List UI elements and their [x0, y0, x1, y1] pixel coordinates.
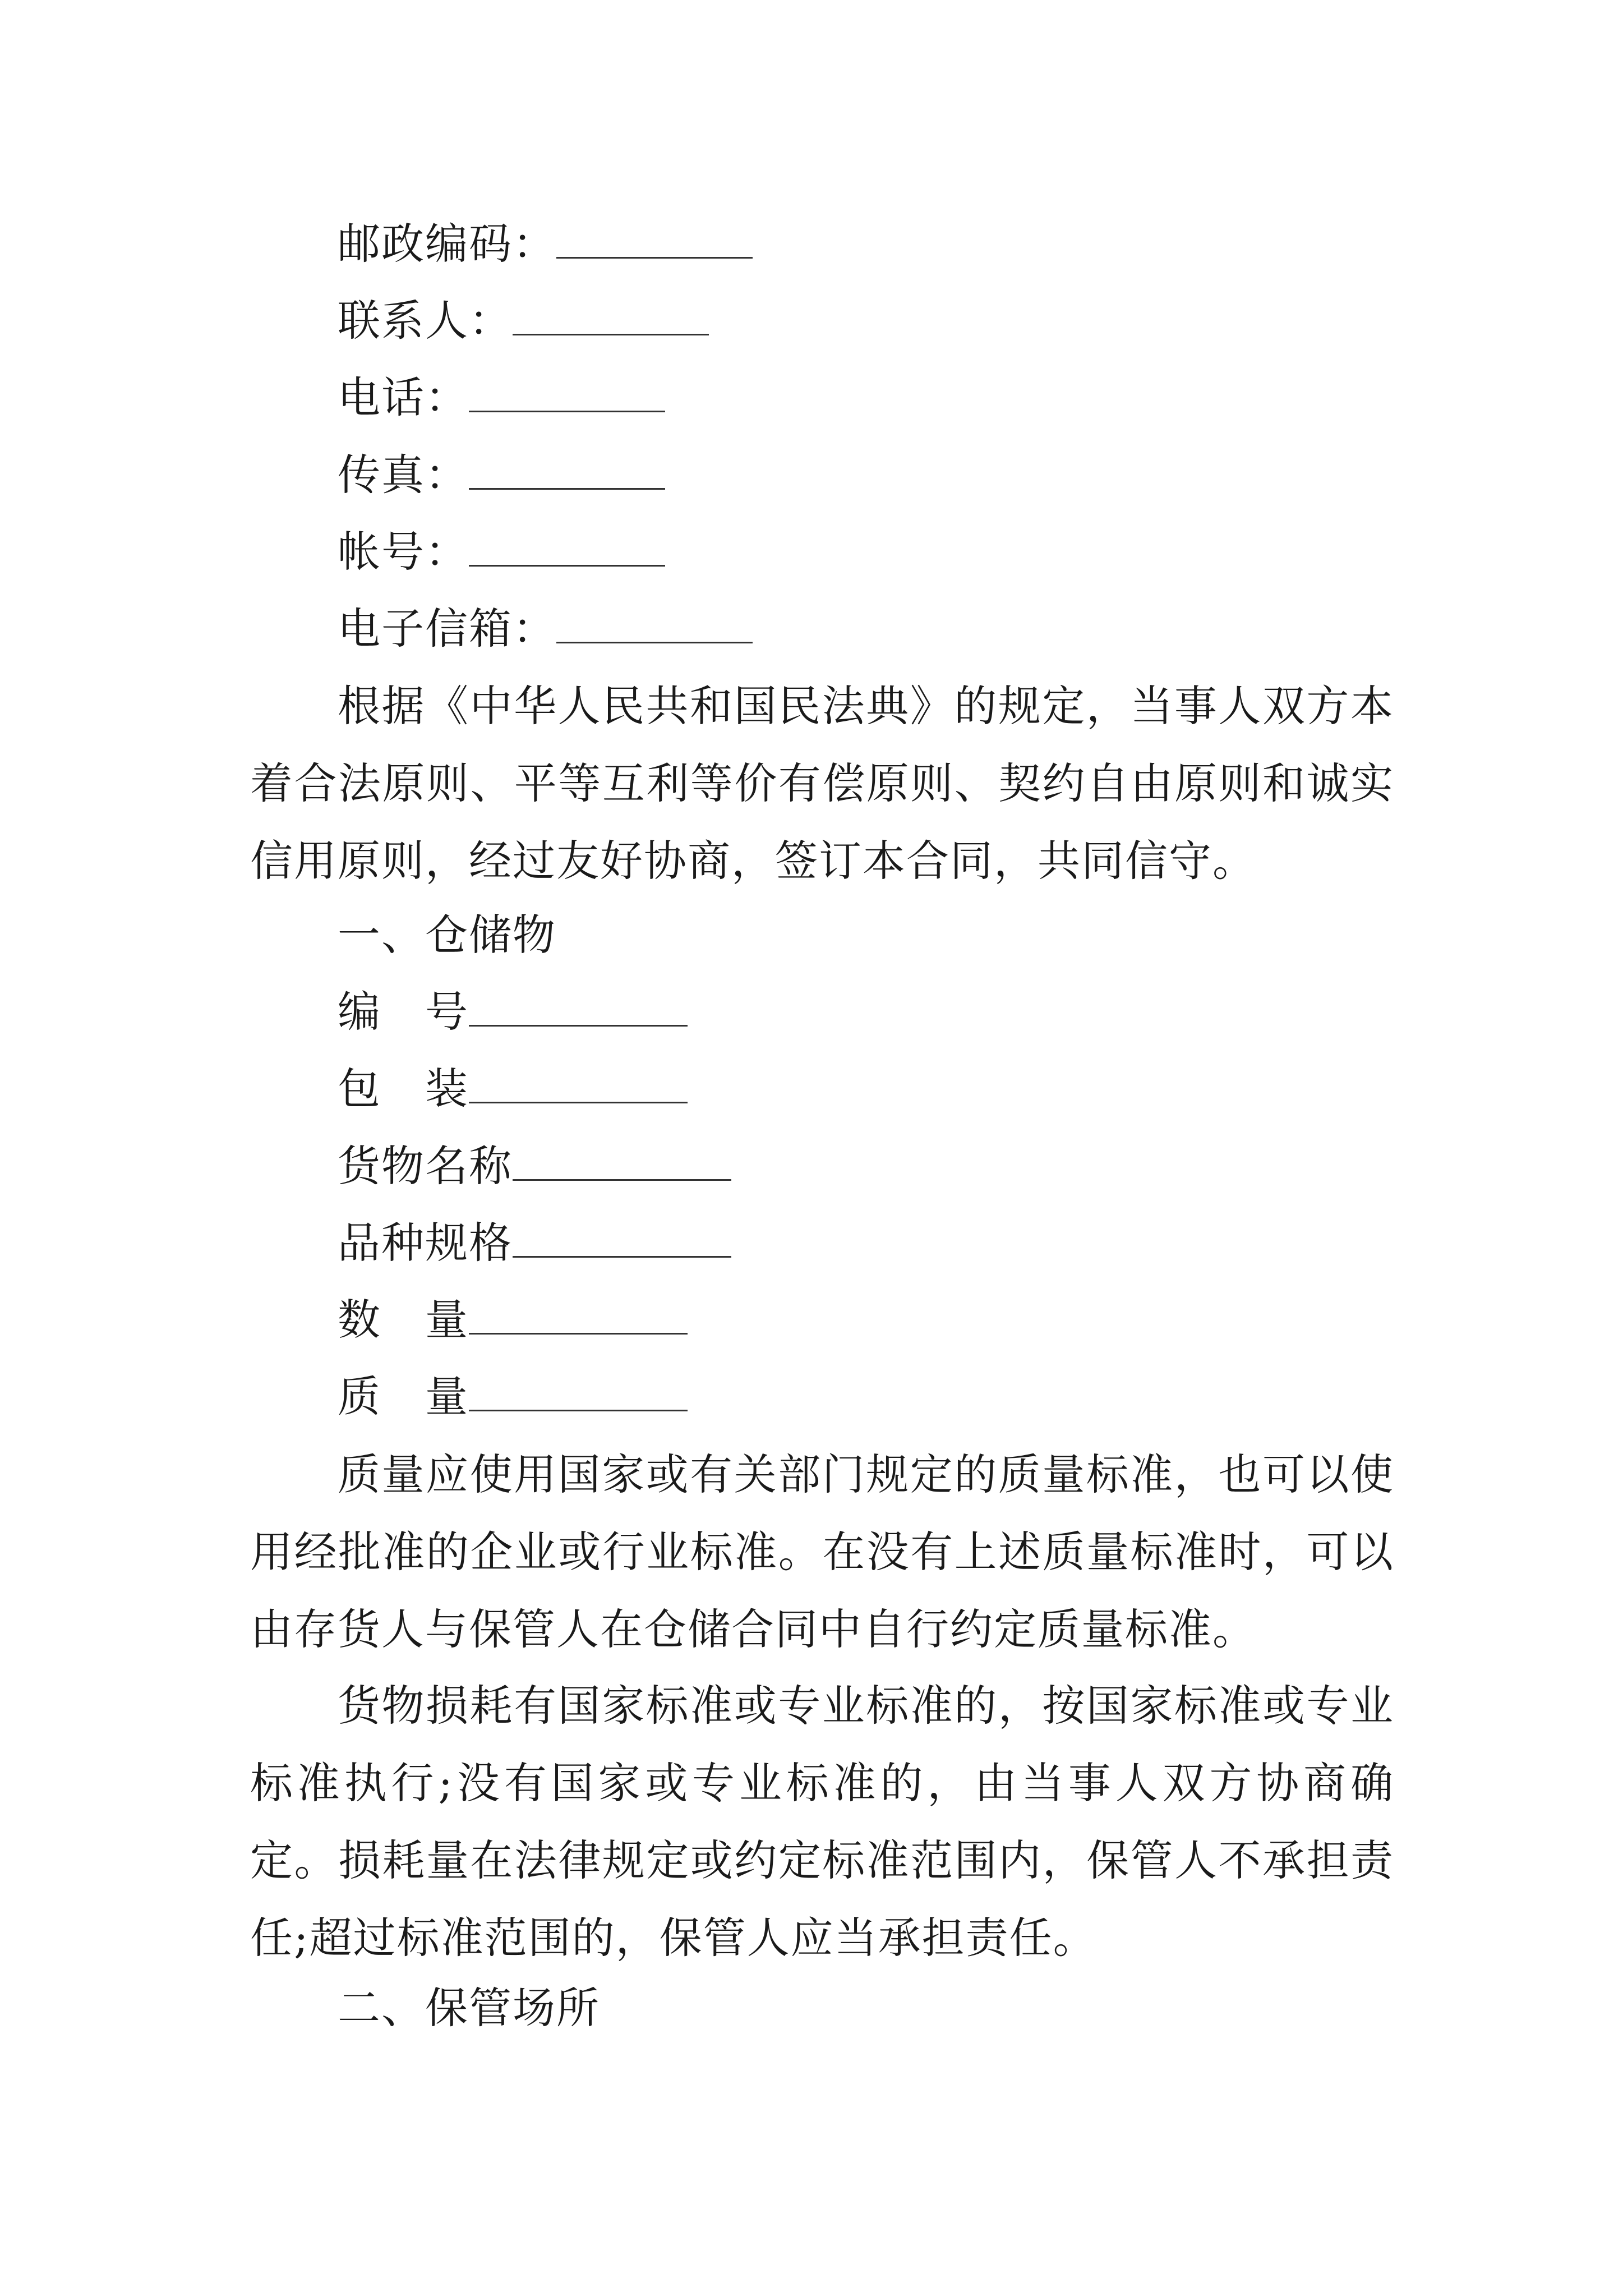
field-quality-line [338, 1369, 688, 1425]
postal-code-blank[interactable] [556, 222, 753, 259]
field-packaging-label-b: 装 [425, 1064, 469, 1114]
field-spec-line [338, 1215, 731, 1271]
section2-heading: 二、保管场所 [338, 1983, 600, 2033]
phone-blank[interactable] [469, 376, 665, 412]
contact-person-line [338, 293, 709, 349]
intro-paragraph: 根据《中华人民共和国民法典》的规定，当事人双方本着合法原则、平等互利等价有偿原则、契约自由原则和诚实信用原则，经过友好协商，签订本合同，共同信守。 [250, 681, 1394, 886]
field-quality-label-a: 质 [338, 1372, 381, 1421]
postal-code-line [338, 216, 753, 272]
quality-paragraph: 质量应使用国家或有关部门规定的质量标准，也可以使用经批准的企业或行业标准。在没有上述质量标准时，可以由存货人与保管人在仓储合同中自行约定质量标准。 [250, 1450, 1394, 1654]
field-number-label-b: 号 [425, 987, 469, 1037]
loss-paragraph: 货物损耗有国家标准或专业标准的，按国家标准或专业标准执行;没有国家或专业标准的，由当事人双方协商确定。损耗量在法律规定或约定标准范围内，保管人不承担责任;超过标准范围的，保管人应当承担责任。 [250, 1681, 1394, 1963]
field-quantity-label-a: 数 [338, 1295, 381, 1345]
section1-heading: 一、仓储物 [338, 910, 556, 960]
field-goods-name-line [338, 1138, 731, 1194]
account-blank[interactable] [469, 530, 665, 567]
field-quality-blank[interactable] [469, 1375, 688, 1411]
field-packaging-label-a: 包 [338, 1064, 381, 1114]
field-goods-name-label: 货物名称 [338, 1141, 513, 1191]
field-goods-name-blank[interactable] [513, 1144, 731, 1181]
field-number-label-a: 编 [338, 987, 381, 1037]
phone-line [338, 370, 665, 426]
field-quantity-blank[interactable] [469, 1298, 688, 1335]
phone-label: 电话： [338, 372, 469, 422]
account-line [338, 524, 665, 580]
email-blank[interactable] [556, 607, 753, 643]
fax-line [338, 447, 665, 503]
email-line [338, 601, 753, 657]
contact-person-label: 联系人： [338, 296, 513, 346]
fax-blank[interactable] [469, 453, 665, 490]
field-packaging-blank[interactable] [469, 1067, 688, 1103]
contact-person-blank[interactable] [513, 299, 709, 335]
field-number-line [338, 984, 688, 1040]
field-quantity-line [338, 1292, 688, 1348]
field-quality-label-b: 量 [425, 1372, 469, 1421]
field-number-blank[interactable] [469, 990, 688, 1027]
fax-label: 传真： [338, 450, 469, 500]
account-label: 帐号： [338, 527, 469, 577]
field-spec-blank[interactable] [513, 1221, 731, 1258]
field-spec-label: 品种规格 [338, 1218, 513, 1268]
field-packaging-line [338, 1061, 688, 1117]
postal-code-label: 邮政编码： [338, 219, 556, 269]
email-label: 电子信箱： [338, 604, 556, 654]
field-quantity-label-b: 量 [425, 1295, 469, 1345]
